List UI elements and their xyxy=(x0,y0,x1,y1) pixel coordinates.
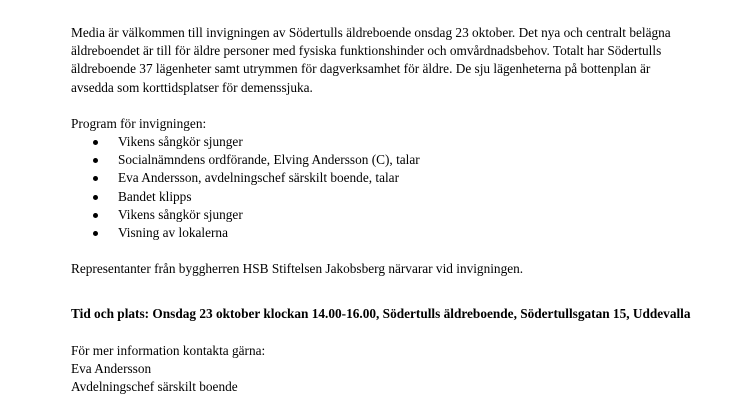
intro-paragraph: Media är välkommen till invigningen av Södertulls äldreboende onsdag 23 oktober. Det nya och centralt belägna äldreboendet är till för äldre personer med fysiska funktionshinder och omvårdnadsbehov. Totalt har Södertulls äldreboende 37 lägenheter samt utrymmen för dagverksamhet för äldre. De sju lägenheterna på bottenplan är avsedda som korttidsplatser för demenssjuka. xyxy=(71,25,671,95)
list-item: Visning av lokalerna xyxy=(71,224,691,242)
list-item: Vikens sångkör sjunger xyxy=(71,133,691,151)
contact-block xyxy=(71,342,691,397)
list-item: Socialnämndens ordförande, Elving Andersson (C), talar xyxy=(71,151,691,169)
contact-title: Avdelningschef särskilt boende xyxy=(71,379,238,395)
time-and-place: Tid och plats: Onsdag 23 oktober klockan 14.00-16.00, Södertulls äldreboende, Södertullsgatan 15, Uddevalla xyxy=(71,306,691,322)
contact-label: För mer information kontakta gärna: xyxy=(71,342,266,358)
list-item: Bandet klipps xyxy=(71,188,691,206)
press-release-document xyxy=(71,0,691,396)
program-list xyxy=(71,133,691,242)
contact-name: Eva Andersson xyxy=(71,360,152,376)
list-item: Vikens sångkör sjunger xyxy=(71,206,691,224)
program-label: Program för invigningen: xyxy=(71,115,207,131)
representatives-paragraph: Representanter från byggherren HSB Stiftelsen Jakobsberg närvarar vid invigningen. xyxy=(71,261,524,277)
list-item: Eva Andersson, avdelningschef särskilt boende, talar xyxy=(71,169,691,187)
